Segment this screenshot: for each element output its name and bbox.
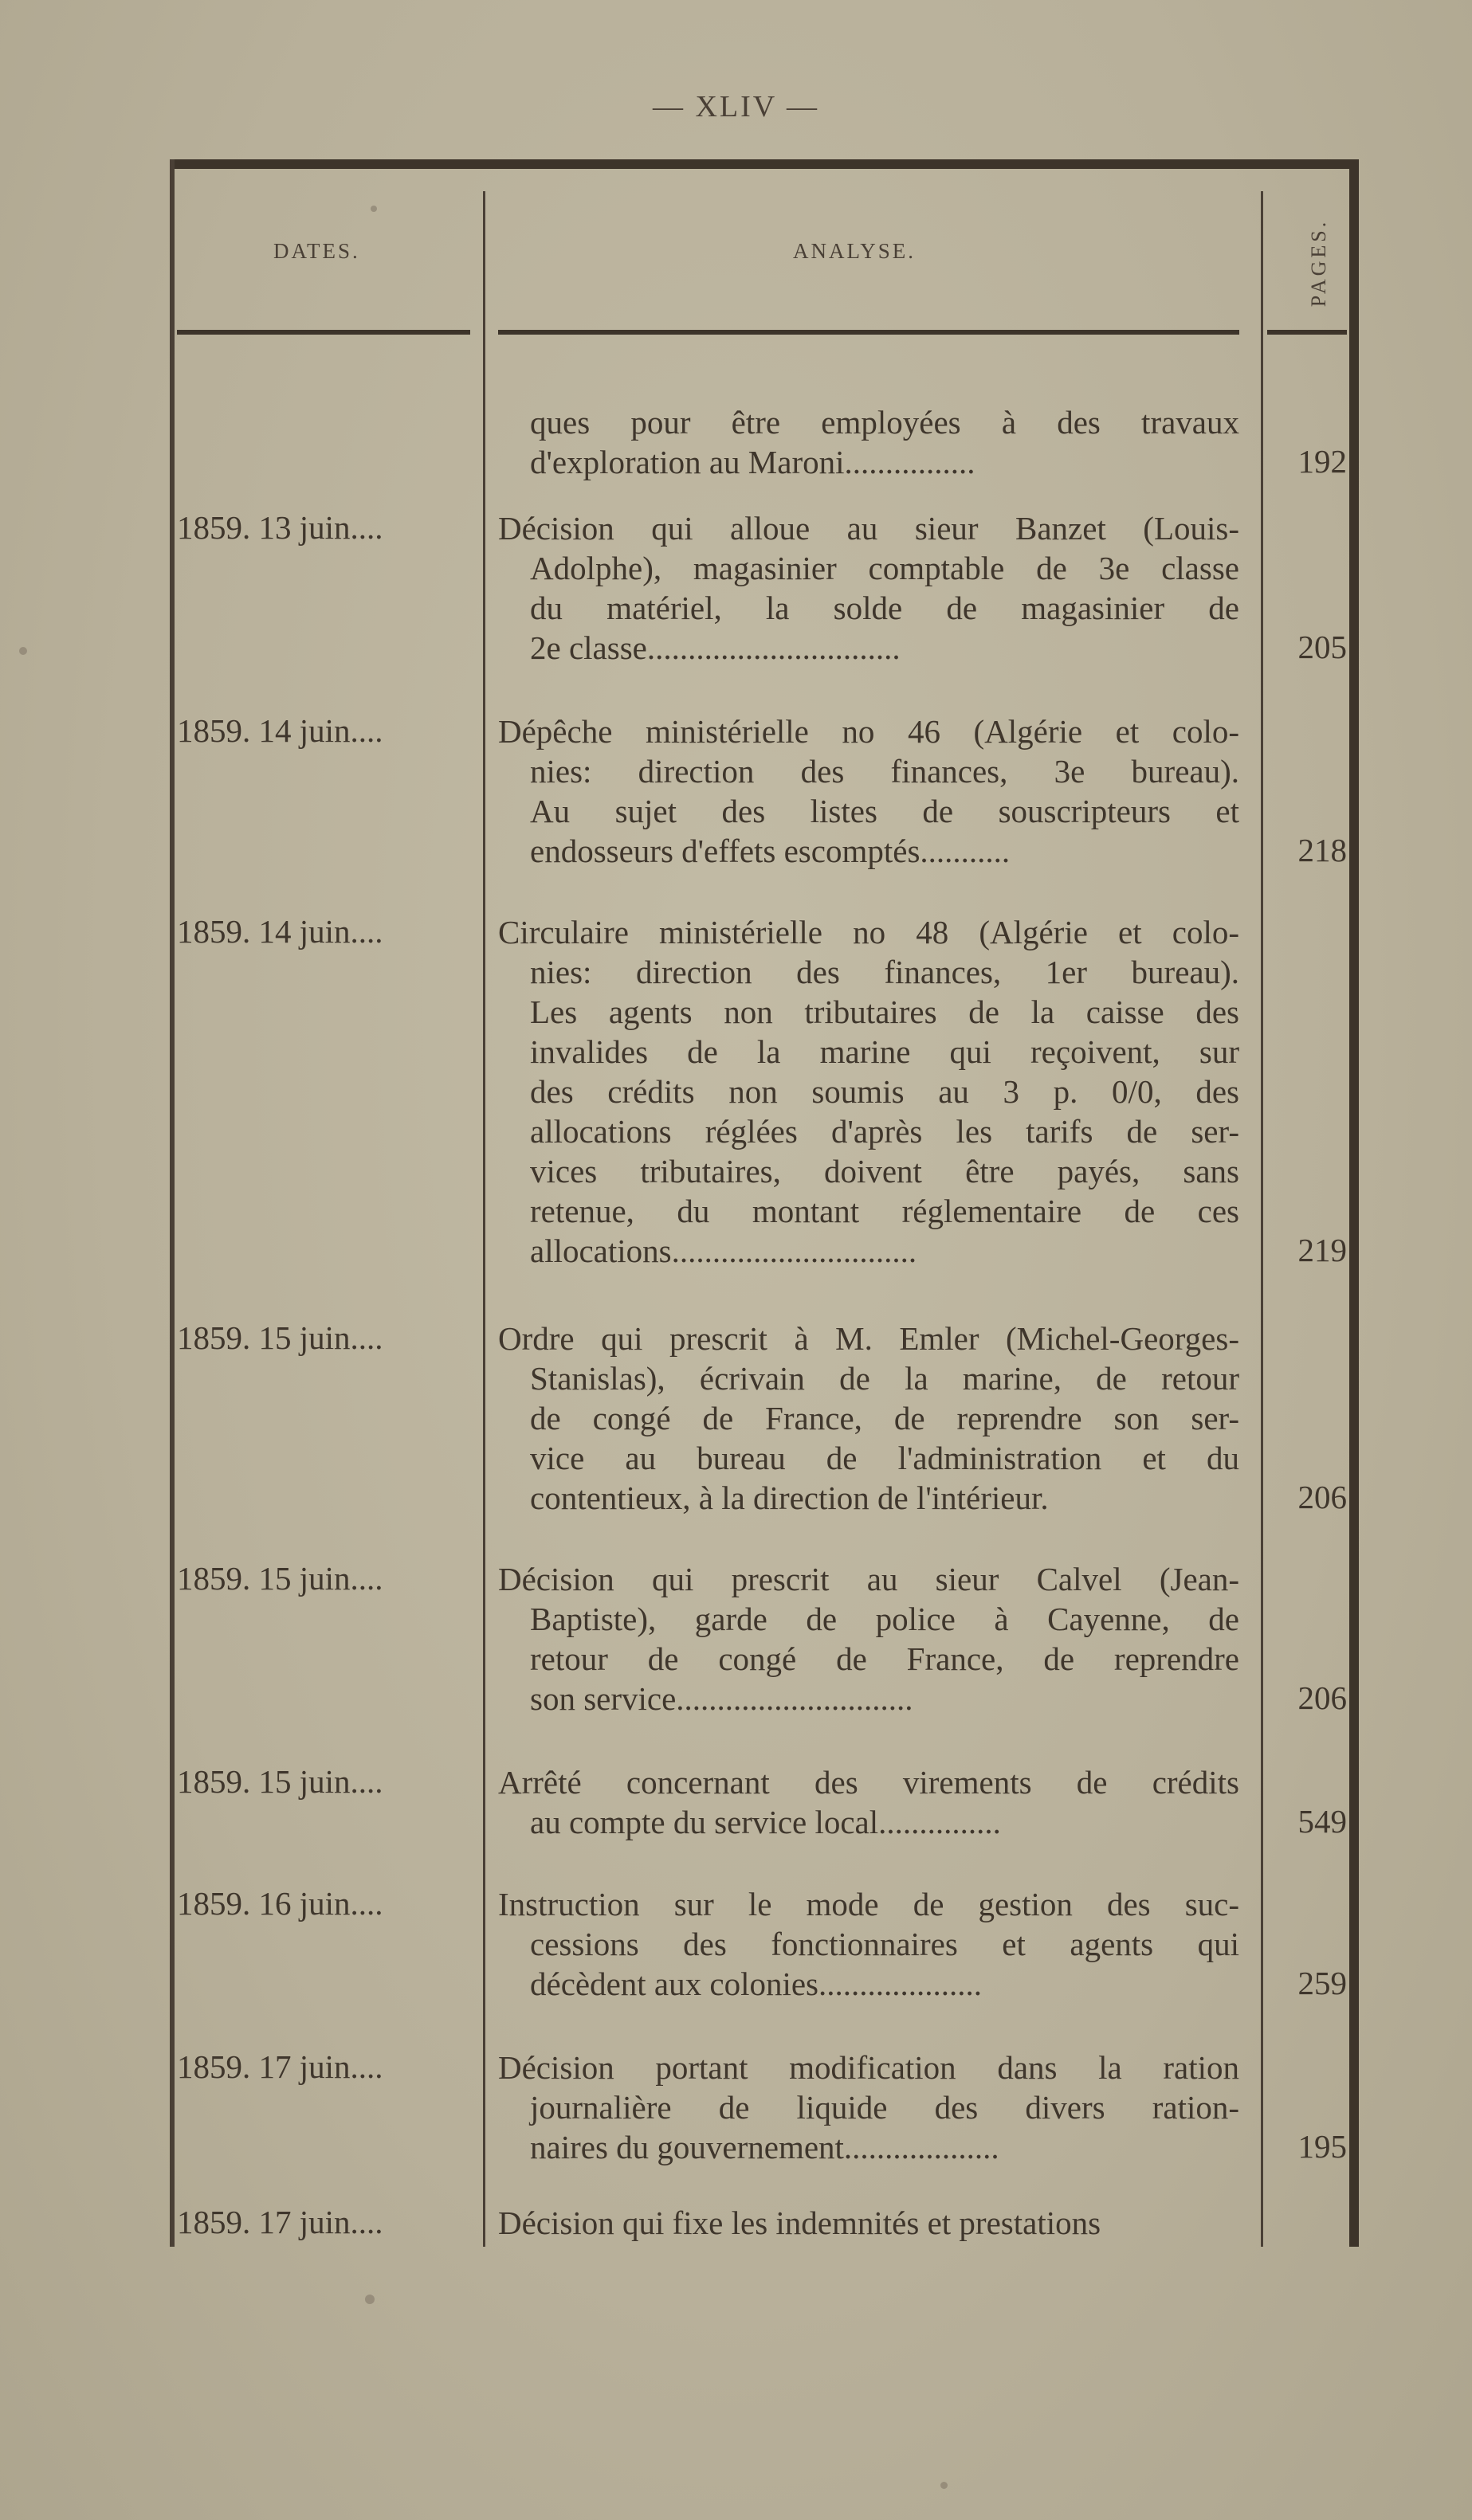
dates-column-rule (483, 191, 485, 2247)
analysis-line: Ordre qui prescrit à M. Emler (Michel-Georges- (498, 1320, 1239, 1357)
analysis-line: journalière de liquide des divers ration- (530, 2089, 1239, 2126)
analysis-line: invalides de la marine qui reçoivent, sur (530, 1033, 1239, 1070)
dates-header-rule (177, 330, 470, 335)
analysis-line: Décision qui alloue au sieur Banzet (Louis- (498, 510, 1239, 547)
entry-page-number: 205 (1297, 629, 1347, 665)
entry-date: 1859. 13 juin.... (177, 509, 383, 546)
page-number-header: — XLIV — (652, 90, 820, 123)
analysis-line: Instruction sur le mode de gestion des suc- (498, 1886, 1239, 1922)
analysis-line: nies: direction des finances, 3e bureau). (530, 753, 1239, 790)
analysis-line: Baptiste), garde de police à Cayenne, de (530, 1601, 1239, 1637)
analysis-line: Décision qui fixe les indemnités et prestations (498, 2205, 1101, 2241)
entry-analysis (498, 508, 1239, 668)
entry-date: 1859. 17 juin.... (177, 2048, 383, 2085)
table-left-rule (170, 159, 175, 2247)
table-top-rule (170, 159, 1359, 169)
entry-date: 1859. 15 juin.... (177, 1763, 383, 1800)
analysis-line: ques pour être employées à des travaux (530, 404, 1239, 441)
analysis-line: Décision portant modification dans la ration (498, 2049, 1239, 2086)
entry-analysis (498, 1319, 1239, 1518)
column-header-analysis: ANALYSE. (793, 239, 917, 263)
analysis-line: vice au bureau de l'administration et du (530, 1440, 1239, 1476)
paper-speck (365, 2295, 375, 2304)
analysis-line: Adolphe), magasinier comptable de 3e classe (530, 550, 1239, 586)
analysis-line: retour de congé de France, de reprendre (530, 1640, 1239, 1677)
analysis-line: cessions des fonctionnaires et agents qui (530, 1926, 1239, 1962)
analysis-line: des crédits non soumis au 3 p. 0/0, des (530, 1073, 1239, 1110)
analysis-line: Arrêté concernant des virements de crédits (498, 1764, 1239, 1801)
entry-analysis (498, 711, 1239, 871)
analysis-line: allocations.............................. (530, 1233, 917, 1269)
paper-speck (371, 206, 377, 212)
analysis-line: endosseurs d'effets escomptés........... (530, 833, 1011, 869)
entry-analysis (498, 1559, 1239, 1719)
analysis-line: allocations réglées d'après les tarifs de ser- (530, 1113, 1239, 1150)
analysis-line: nies: direction des finances, 1er bureau). (530, 954, 1239, 990)
analysis-line: Décision qui prescrit au sieur Calvel (Jean- (498, 1561, 1239, 1597)
entry-page-number: 259 (1297, 1965, 1347, 2001)
analysis-line: 2e classe............................... (530, 629, 901, 666)
entry-page-number: 195 (1297, 2128, 1347, 2165)
entry-analysis (498, 402, 1239, 482)
pages-column-rule (1261, 191, 1263, 2247)
entry-date: 1859. 14 juin.... (177, 913, 383, 950)
entry-page-number: 218 (1297, 832, 1347, 868)
analysis-line: décèdent aux colonies.................... (530, 1965, 983, 2002)
table-right-rule (1349, 159, 1359, 2247)
entry-page-number: 192 (1297, 443, 1347, 480)
analysis-line: au compte du service local............... (530, 1804, 1001, 1840)
analysis-line: contentieux, à la direction de l'intérieur. (530, 1479, 1049, 1516)
entry-page-number: 219 (1297, 1232, 1347, 1268)
entry-analysis (498, 912, 1239, 1271)
entry-date: 1859. 15 juin.... (177, 1560, 383, 1597)
analysis-header-rule (498, 330, 1239, 335)
column-header-dates: DATES. (273, 239, 360, 263)
entry-analysis (498, 1884, 1239, 2004)
analysis-line: vices tributaires, doivent être payés, sans (530, 1153, 1239, 1189)
analysis-line: du matériel, la solde de magasinier de (530, 590, 1239, 626)
analysis-line: d'exploration au Maroni................ (530, 444, 975, 480)
column-header-pages: PAGES. (1307, 218, 1330, 308)
entry-date: 1859. 17 juin.... (177, 2204, 383, 2240)
entry-date: 1859. 15 juin.... (177, 1319, 383, 1356)
entry-date: 1859. 16 juin.... (177, 1885, 383, 1922)
entry-analysis (498, 1762, 1239, 1842)
entry-analysis (498, 2048, 1239, 2167)
entry-page-number: 206 (1297, 1479, 1347, 1515)
analysis-line: retenue, du montant réglementaire de ces (530, 1193, 1239, 1229)
analysis-line: de congé de France, de reprendre son ser- (530, 1400, 1239, 1436)
analysis-line: son service............................. (530, 1680, 913, 1717)
entry-page-number: 206 (1297, 1679, 1347, 1716)
pages-header-rule (1267, 330, 1347, 335)
analysis-line: Dépêche ministérielle no 46 (Algérie et colo- (498, 713, 1239, 750)
entry-date: 1859. 14 juin.... (177, 712, 383, 749)
paper-speck (940, 2482, 948, 2489)
analysis-line: naires du gouvernement................... (530, 2129, 999, 2165)
analysis-line: Stanislas), écrivain de la marine, de retour (530, 1360, 1239, 1397)
analysis-line: Circulaire ministérielle no 48 (Algérie et colo- (498, 914, 1239, 950)
analysis-line: Les agents non tributaires de la caisse des (530, 993, 1239, 1030)
analysis-line: Au sujet des listes de souscripteurs et (530, 793, 1239, 829)
entry-page-number: 549 (1297, 1803, 1347, 1840)
paper-speck (19, 647, 27, 655)
entry-analysis (498, 2203, 1239, 2243)
